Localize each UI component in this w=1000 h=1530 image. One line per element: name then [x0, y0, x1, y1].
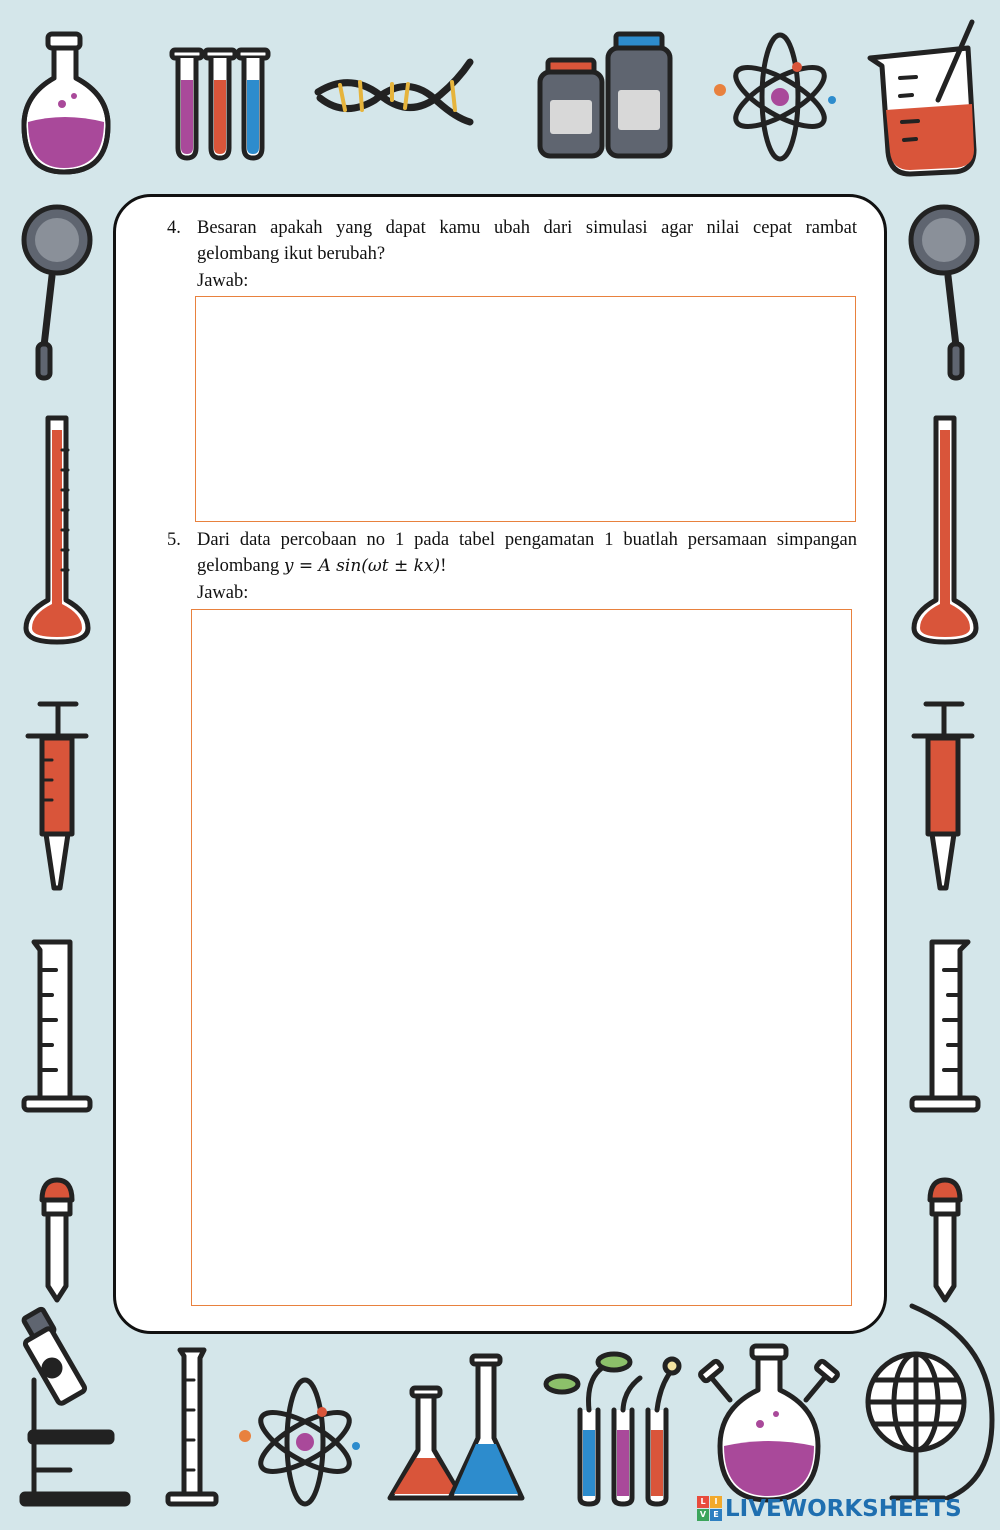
question-text-suffix: !: [440, 556, 447, 576]
question-text-line: Dari data percobaan no 1 pada tabel pengamatan 1 buatlah persamaan simpangan: [197, 530, 857, 550]
graduated-cylinder-icon: [24, 942, 90, 1110]
thermometer-icon: [914, 418, 976, 642]
question-text-prefix: gelombang: [197, 556, 284, 576]
atom-icon: [714, 35, 836, 159]
conical-flasks-icon: [390, 1356, 522, 1498]
plant-tubes-icon: [546, 1354, 679, 1504]
dropper-icon: [930, 1180, 960, 1300]
microscope-icon: [22, 1308, 128, 1504]
answer-label: Jawab:: [197, 583, 249, 603]
globe-icon: [868, 1306, 992, 1498]
answer-label: Jawab:: [197, 271, 249, 291]
beaker-icon: [870, 22, 974, 174]
question-text-line: Besaran apakah yang dapat kamu ubah dari simulasi agar nilai cepat rambat: [197, 218, 857, 238]
graduated-cylinder-icon: [912, 942, 978, 1110]
question-text: [197, 215, 857, 267]
thermometer-icon: [26, 418, 88, 642]
brand-mark-letter: V: [697, 1509, 709, 1521]
wave-equation: y = A sin(ωt ± kx): [283, 556, 441, 576]
question-number: 4.: [167, 218, 181, 238]
jars-icon: [540, 34, 670, 156]
atom-icon: [239, 1380, 360, 1504]
magnifier-icon: [911, 207, 977, 378]
syringe-icon: [914, 704, 972, 888]
magnifier-icon: [24, 207, 90, 378]
brand-mark-letter: L: [697, 1496, 709, 1508]
dna-icon: [318, 62, 470, 122]
brand-mark-letter: E: [710, 1509, 722, 1521]
dropper-icon: [42, 1180, 72, 1300]
test-tubes-icon: [172, 50, 268, 158]
brand-mark-icon: [697, 1496, 723, 1522]
answer-box-5[interactable]: [191, 609, 852, 1306]
graduated-cylinder-icon: [168, 1350, 216, 1504]
question-text: [197, 527, 857, 579]
question-text-line: [197, 553, 857, 579]
syringe-icon: [28, 704, 86, 888]
brand-mark-letter: I: [710, 1496, 722, 1508]
question-number: 5.: [167, 530, 181, 550]
question-text-line: gelombang ikut berubah?: [197, 244, 386, 264]
liveworksheets-logo: [697, 1494, 997, 1524]
triple-flask-icon: [699, 1346, 838, 1500]
answer-box-4[interactable]: [195, 296, 856, 522]
round-flask-icon: [24, 34, 108, 172]
brand-text: LIVEWORKSHEETS: [725, 1496, 962, 1522]
